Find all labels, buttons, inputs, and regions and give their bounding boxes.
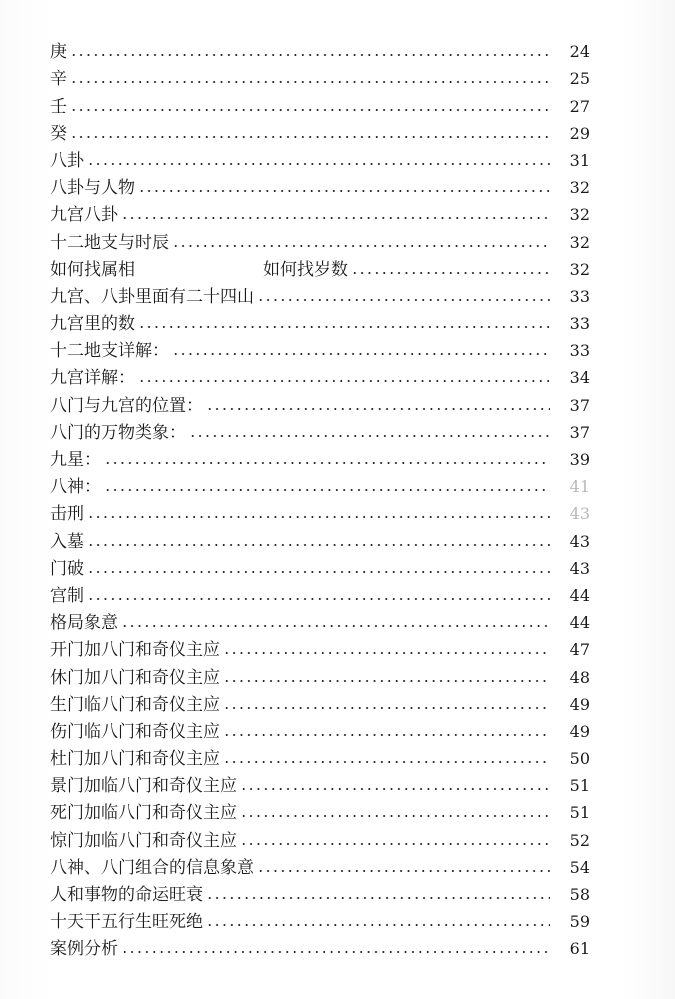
toc-entry-title: 九宫八卦 <box>50 205 118 226</box>
toc-entry <box>50 280 590 307</box>
dot-leader <box>189 434 550 438</box>
dot-leader <box>121 624 550 628</box>
toc-entry-title: 宫制 <box>50 585 84 606</box>
dot-leader <box>70 135 550 139</box>
toc-entry-page: 43 <box>569 558 590 578</box>
toc-entry-page: 31 <box>569 150 590 170</box>
toc-entry-title: 景门加临八门和奇仪主应 <box>50 776 237 797</box>
dot-leader <box>257 298 550 302</box>
toc-entry-title: 惊门加临八门和奇仪主应 <box>50 830 237 851</box>
toc-entry <box>50 307 590 334</box>
dot-leader <box>223 760 550 764</box>
dot-leader <box>240 814 550 818</box>
table-of-contents <box>50 35 590 959</box>
dot-leader <box>70 80 550 84</box>
toc-entry <box>50 688 590 715</box>
toc-entry-page: 41 <box>569 477 590 497</box>
dot-leader <box>223 651 550 655</box>
toc-entry-title: 十二地支与时辰 <box>50 232 169 253</box>
toc-entry-title: 如何找属相 <box>50 259 135 280</box>
dot-leader <box>223 706 550 710</box>
toc-entry-title: 九星： <box>50 450 101 470</box>
toc-entry-page: 51 <box>569 776 590 796</box>
toc-entry-page: 27 <box>569 96 590 116</box>
toc-entry <box>50 769 590 796</box>
toc-entry <box>50 796 590 823</box>
toc-entry-page: 59 <box>569 912 590 932</box>
toc-entry <box>50 715 590 742</box>
dot-leader <box>104 461 550 465</box>
toc-entry <box>50 416 590 443</box>
toc-entry-title: 休门加八门和奇仪主应 <box>50 667 220 688</box>
toc-entry-page: 29 <box>569 123 590 143</box>
toc-entry-title: 八神、八门组合的信息象意 <box>50 857 254 878</box>
toc-entry <box>50 443 590 470</box>
toc-entry <box>50 144 590 171</box>
toc-entry <box>50 35 590 62</box>
toc-entry <box>50 932 590 959</box>
toc-entry-page: 54 <box>569 857 590 877</box>
toc-entry-title: 格局象意 <box>50 613 118 634</box>
toc-entry-page: 25 <box>569 69 590 89</box>
toc-entry-page: 37 <box>569 395 590 415</box>
dot-leader <box>104 488 550 492</box>
dot-leader <box>206 923 550 927</box>
toc-entry-page: 47 <box>569 640 590 660</box>
toc-entry-title: 杜门加八门和奇仪主应 <box>50 749 220 770</box>
toc-entry <box>50 388 590 415</box>
toc-entry <box>50 524 590 551</box>
toc-entry-title: 十天干五行生旺死绝 <box>50 912 203 933</box>
toc-entry <box>50 62 590 89</box>
dot-leader <box>257 869 550 873</box>
dot-leader <box>206 407 550 411</box>
toc-entry-title: 八门的万物类象： <box>50 422 186 443</box>
toc-entry <box>50 633 590 660</box>
toc-entry-page: 49 <box>569 721 590 741</box>
toc-entry <box>50 660 590 687</box>
dot-leader <box>138 325 550 329</box>
toc-entry-title: 辛 <box>50 69 67 90</box>
toc-entry <box>50 334 590 361</box>
toc-entry <box>50 198 590 225</box>
toc-entry-title: 八神： <box>50 477 101 498</box>
toc-entry-page: 24 <box>569 42 590 62</box>
dot-leader <box>87 570 550 574</box>
dot-leader <box>87 597 550 601</box>
toc-entry-page: 33 <box>569 314 590 334</box>
toc-entry <box>50 117 590 144</box>
toc-entry-page: 32 <box>569 178 590 198</box>
toc-entry-page: 51 <box>569 803 590 823</box>
toc-entry-page: 43 <box>569 531 590 551</box>
toc-entry-double <box>50 253 590 280</box>
toc-entry-title: 八卦与人物 <box>50 178 135 199</box>
toc-entry-title: 开门加八门和奇仪主应 <box>50 640 220 661</box>
toc-entry-page: 33 <box>569 286 590 306</box>
toc-entry-page: 44 <box>569 613 590 633</box>
toc-entry-page: 43 <box>569 504 590 524</box>
toc-entry-page: 32 <box>569 232 590 252</box>
toc-entry-page: 49 <box>569 694 590 714</box>
toc-entry-page: 61 <box>569 939 590 959</box>
dot-leader <box>172 352 550 356</box>
dot-leader <box>87 515 550 519</box>
toc-entry-title-secondary: 如何找岁数 <box>263 259 348 280</box>
toc-entry <box>50 823 590 850</box>
toc-entry <box>50 905 590 932</box>
toc-entry-title: 八卦 <box>50 150 84 171</box>
dot-leader <box>70 53 550 57</box>
toc-entry <box>50 470 590 497</box>
toc-entry-page: 48 <box>569 667 590 687</box>
toc-entry-title: 入墓 <box>50 531 84 552</box>
toc-entry-page: 34 <box>569 368 590 388</box>
toc-entry-title: 案例分析 <box>50 939 118 960</box>
toc-entry-title: 门破 <box>50 558 84 579</box>
toc-entry-page: 58 <box>569 885 590 904</box>
toc-entry <box>50 225 590 252</box>
toc-entry-page: 39 <box>569 450 590 469</box>
toc-entry-title: 人和事物的命运旺衰 <box>50 885 203 905</box>
dot-leader <box>240 787 550 791</box>
toc-entry-title: 伤门临八门和奇仪主应 <box>50 721 220 742</box>
toc-entry-title: 庚 <box>50 42 67 63</box>
toc-entry-title: 十二地支详解： <box>50 341 169 362</box>
dot-leader <box>138 379 550 383</box>
toc-entry-title: 死门加临八门和奇仪主应 <box>50 803 237 824</box>
toc-entry-title: 九宫里的数 <box>50 314 135 335</box>
toc-entry <box>50 497 590 524</box>
toc-entry <box>50 361 590 388</box>
toc-entry <box>50 89 590 116</box>
dot-leader <box>240 842 550 846</box>
dot-leader <box>172 244 550 248</box>
dot-leader <box>138 189 550 193</box>
toc-entry <box>50 742 590 769</box>
dot-leader <box>223 679 550 683</box>
dot-leader <box>351 271 550 275</box>
toc-entry <box>50 878 590 905</box>
toc-entry-page: 37 <box>569 422 590 442</box>
toc-entry-page: 52 <box>569 830 590 850</box>
toc-entry-page: 50 <box>569 749 590 769</box>
toc-entry-page: 33 <box>569 341 590 361</box>
toc-entry-title: 九宫详解： <box>50 368 135 389</box>
toc-entry-page: 32 <box>569 205 590 225</box>
toc-entry-page: 44 <box>569 585 590 605</box>
dot-leader <box>87 162 550 166</box>
dot-leader <box>121 216 550 220</box>
toc-entry-title: 击刑 <box>50 504 84 525</box>
dot-leader <box>70 108 550 112</box>
toc-entry-title: 癸 <box>50 123 67 144</box>
toc-entry <box>50 552 590 579</box>
toc-entry-title: 八门与九宫的位置： <box>50 395 203 416</box>
dot-leader <box>87 543 550 547</box>
toc-entry <box>50 606 590 633</box>
toc-entry-page: 32 <box>569 259 590 279</box>
dot-leader <box>206 896 550 900</box>
toc-entry-title: 生门临八门和奇仪主应 <box>50 694 220 715</box>
toc-entry-title: 壬 <box>50 96 67 117</box>
toc-entry-title: 九宫、八卦里面有二十四山 <box>50 286 254 307</box>
toc-entry <box>50 171 590 198</box>
dot-leader <box>223 733 550 737</box>
toc-entry <box>50 851 590 878</box>
dot-leader <box>121 950 550 954</box>
toc-entry <box>50 579 590 606</box>
